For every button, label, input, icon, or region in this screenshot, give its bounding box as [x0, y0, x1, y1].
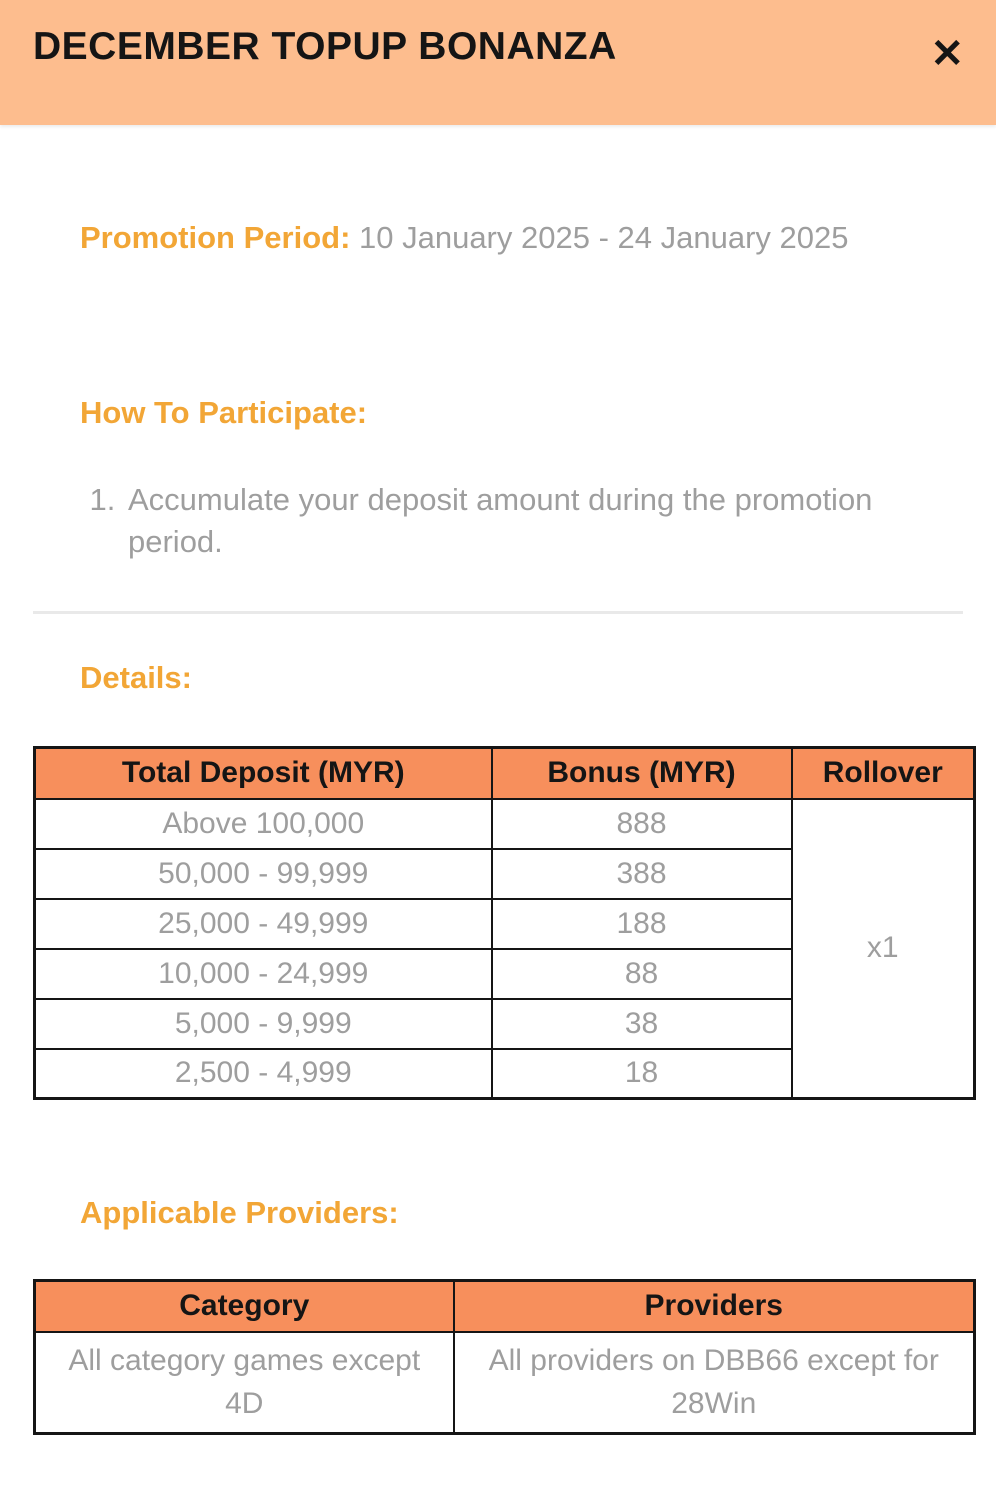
deposit-cell: 2,500 - 4,999	[35, 1049, 492, 1099]
promotion-period-value: 10 January 2025 - 24 January 2025	[350, 220, 849, 255]
providers-cell: All providers on DBB66 except for 28Win	[454, 1332, 975, 1434]
how-to-participate-steps	[88, 479, 928, 563]
bonus-cell: 18	[492, 1049, 792, 1099]
how-to-participate-heading: How To Participate:	[80, 394, 368, 430]
bonus-cell: 188	[492, 899, 792, 949]
column-header-providers: Providers	[454, 1281, 975, 1332]
modal-content	[0, 218, 996, 1435]
page-title: DECEMBER TOPUP BONANZA	[33, 25, 617, 68]
bonus-cell: 388	[492, 849, 792, 899]
deposit-cell: Above 100,000	[35, 799, 492, 849]
bonus-cell: 88	[492, 949, 792, 999]
bonus-cell: 888	[492, 799, 792, 849]
deposit-cell: 25,000 - 49,999	[35, 899, 492, 949]
step-item: 1. Accumulate your deposit amount during the promotion period.	[124, 479, 928, 563]
providers-header-row	[35, 1281, 975, 1332]
details-table	[33, 746, 976, 1100]
close-icon[interactable]: ✕	[928, 28, 966, 80]
column-header-category: Category	[35, 1281, 454, 1332]
details-header-row	[35, 748, 975, 799]
promotion-period	[80, 218, 943, 259]
promotion-period-label: Promotion Period:	[80, 220, 351, 255]
bonus-cell: 38	[492, 999, 792, 1049]
providers-table	[33, 1279, 976, 1435]
column-header-bonus: Bonus (MYR)	[492, 748, 792, 799]
deposit-cell: 5,000 - 9,999	[35, 999, 492, 1049]
deposit-cell: 10,000 - 24,999	[35, 949, 492, 999]
deposit-cell: 50,000 - 99,999	[35, 849, 492, 899]
section-divider	[33, 611, 963, 614]
table-row	[35, 1332, 975, 1434]
modal-header	[0, 0, 996, 125]
rollover-cell: x1	[792, 799, 975, 1099]
column-header-total-deposit: Total Deposit (MYR)	[35, 748, 492, 799]
column-header-rollover: Rollover	[792, 748, 975, 799]
category-cell: All category games except 4D	[35, 1332, 454, 1434]
details-heading: Details:	[80, 660, 192, 696]
table-row	[35, 799, 975, 849]
applicable-providers-heading: Applicable Providers:	[80, 1195, 399, 1231]
